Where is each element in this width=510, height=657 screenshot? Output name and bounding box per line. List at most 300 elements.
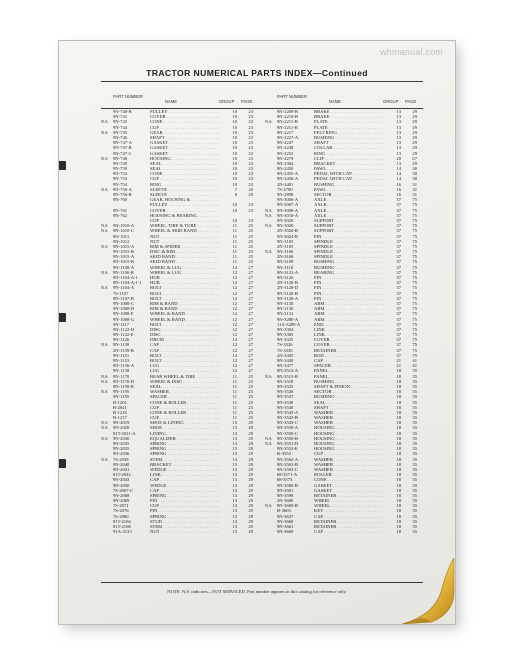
row-page: 29 — [248, 461, 253, 467]
row-name: SEAL . . . — [150, 384, 220, 389]
row-ns-flag: N.S. — [101, 186, 109, 192]
column-headers — [265, 93, 423, 109]
row-page: 29 — [248, 513, 253, 519]
row-part-number: 7S-2080 — [113, 513, 129, 519]
row-name: BEARING . . . — [314, 270, 384, 275]
row-group: 18 — [396, 524, 401, 529]
row-name: NUT . . . — [150, 234, 220, 239]
row-part-number: 9N-3020 — [277, 217, 294, 223]
row-name: GEAR . . . — [150, 130, 220, 135]
row-name: BRACKET . . . — [150, 462, 220, 467]
row-name: ROD . . . — [314, 353, 384, 358]
row-part-number: 7S-2076 — [113, 508, 129, 514]
row-part-number: 11A-3289-A — [277, 321, 301, 327]
row-group: 13 — [232, 498, 237, 504]
row-ns-flag: N.S. — [265, 249, 273, 255]
row-part-number: 9N-3661 — [277, 524, 294, 529]
row-group: 11 — [232, 233, 237, 239]
row-page: 67 — [412, 155, 417, 161]
row-part-number: 9N-3562-A — [277, 456, 299, 462]
row-group: 12 — [232, 321, 237, 327]
row-name: CUP . . . — [150, 125, 220, 130]
row-name: SPRING . . . — [150, 493, 220, 498]
row-group: 10 — [232, 202, 237, 208]
row-name: CONE & ROLLER . . . — [150, 400, 220, 405]
row-part-number: 81T-2104 — [113, 518, 131, 524]
row-group: 12 — [232, 269, 237, 275]
row-page: 29 — [248, 425, 253, 431]
row-page: 75 — [412, 238, 417, 244]
row-page: 25 — [248, 404, 253, 410]
row-group: 13 — [396, 145, 401, 151]
row-name: ARM . . . — [314, 317, 384, 322]
row-part-number: 9N-2248 — [277, 145, 294, 151]
row-name: RETAINER . . . — [314, 493, 384, 498]
row-page: 20 — [248, 186, 253, 192]
row-name: HOUSING . . . — [314, 425, 384, 430]
row-part-number: 9N-746 — [113, 134, 128, 140]
row-name: WASHER . . . — [314, 462, 384, 467]
row-part-number: 9N-1170-D — [113, 378, 135, 384]
row-part-number: 9N-3538 — [277, 399, 294, 405]
page-title: TRACTOR NUMERICAL PARTS INDEX—Continued — [146, 68, 368, 78]
row-page: 35 — [412, 373, 417, 379]
row-page: 27 — [248, 337, 253, 343]
row-page: 35 — [412, 409, 417, 415]
row-page: 29 — [248, 472, 253, 478]
row-name: HOUSING . . . — [314, 431, 384, 436]
row-name: BRAKE . . . — [314, 109, 384, 114]
row-page: 29 — [248, 482, 253, 488]
row-name: SHAFT . . . — [314, 140, 384, 145]
row-page: 29 — [412, 140, 417, 146]
row-group: 18 — [396, 472, 401, 478]
row-part-number: B-2041 — [113, 404, 127, 410]
row-group: 14 — [396, 176, 401, 182]
row-name: BOLT . . . — [150, 353, 220, 358]
row-page: 35 — [412, 518, 417, 524]
row-part-number: 9N-745 — [113, 129, 128, 135]
row-page: 35 — [412, 492, 417, 498]
row-name: LINK . . . — [150, 472, 220, 477]
row-name: CUP . . . — [314, 451, 384, 456]
row-group: 18 — [396, 518, 401, 524]
row-group: 13 — [232, 529, 237, 535]
row-group: 10 — [232, 171, 237, 177]
row-page: 35 — [412, 420, 417, 426]
row-page: 29 — [412, 129, 417, 135]
row-group: 10 — [232, 134, 237, 140]
row-part-number: 9N-1107-B — [113, 295, 134, 301]
row-group: 10 — [232, 145, 237, 151]
row-page: 27 — [248, 264, 253, 270]
row-name: BUSHING . . . — [314, 135, 384, 140]
row-name: WHEEL & BAND . . . — [150, 317, 220, 322]
row-part-number: 2N-3105 — [277, 243, 294, 249]
row-part-number: 9N-3598 — [277, 492, 294, 498]
row-name: RETAINER . . . — [314, 348, 384, 353]
row-page: 29 — [248, 435, 253, 441]
row-group: 18 — [396, 466, 401, 472]
row-page: 23 — [248, 166, 253, 172]
row-name: RETAINER . . . — [314, 524, 384, 529]
row-part-number: 9N-3007-A — [277, 202, 299, 208]
row-part-number: 9N-2898 — [277, 192, 294, 197]
row-name: CAP . . . — [150, 342, 220, 347]
row-ns-flag: N.S. — [101, 155, 109, 161]
row-part-number: 9N-2043 — [113, 477, 130, 483]
row-name: GASKET . . . — [150, 145, 220, 150]
row-name: PLATE . . . — [314, 119, 384, 124]
row-page: 23 — [248, 140, 253, 146]
row-group: 13 — [232, 446, 237, 452]
row-name: BOLT . . . — [150, 322, 220, 327]
row-group: 13 — [396, 140, 401, 146]
row-page: 29 — [412, 145, 417, 151]
row-name: PANEL . . . — [314, 374, 384, 379]
row-page: 75 — [412, 275, 417, 280]
row-name: WHEEL & BAND . . . — [150, 311, 220, 316]
row-part-number: 9N-761 — [113, 207, 128, 213]
row-group: 11 — [232, 383, 237, 389]
row-part-number: 9N-1122-D — [113, 326, 135, 332]
row-name: BUSHING . . . — [314, 394, 384, 399]
row-group: 18 — [396, 503, 401, 509]
row-ns-flag: N.S. — [101, 342, 109, 348]
row-page: 27 — [248, 290, 253, 296]
row-part-number: 2N-3405 — [277, 352, 294, 358]
row-part-number: 9N-3563-B — [277, 461, 298, 467]
row-name: PULLEY . . . — [150, 109, 220, 114]
row-part-number: 7S-3326 — [277, 342, 293, 348]
row-name: PIN . . . — [314, 291, 384, 296]
row-ns-flag: N.S. — [265, 223, 273, 229]
row-part-number: 9N-3024-B — [277, 233, 298, 239]
row-page: 35 — [412, 383, 417, 389]
row-page: 75 — [412, 285, 417, 291]
row-part-number: 9N-1158 — [113, 368, 130, 374]
row-page: 35 — [412, 487, 417, 493]
row-part-number: 9N-3325 — [277, 337, 294, 343]
bottom-rule — [101, 582, 423, 583]
header-page: PAGE — [241, 99, 253, 104]
row-group: 13 — [232, 435, 237, 441]
row-page: 35 — [412, 435, 417, 441]
table-row — [265, 529, 423, 534]
row-page: 29 — [412, 150, 417, 156]
row-part-number: 9N-3305 — [277, 332, 294, 338]
row-name: BOLT . . . — [150, 291, 220, 296]
row-part-number: 9N-2247 — [277, 140, 294, 146]
row-name: HUB . . . — [150, 275, 220, 280]
row-name: SKID BAND . . . — [150, 254, 220, 259]
row-group: 18 — [396, 378, 401, 384]
row-part-number: 9N-748 — [113, 155, 128, 161]
row-name: COVER . . . — [150, 114, 220, 119]
row-name: PIN . . . — [314, 275, 384, 280]
header-part-number: PART NUMBER — [277, 94, 308, 99]
row-part-number: 9N-2030 — [113, 435, 130, 441]
row-group: 18 — [396, 508, 401, 514]
row-ns-flag: N.S. — [101, 378, 109, 384]
row-group: 10 — [232, 166, 237, 172]
row-name: BUSHING . . . — [314, 259, 384, 264]
row-name: REAR WHEEL & TIRE . . . — [150, 374, 220, 379]
row-ns-flag: N.S. — [101, 420, 109, 426]
row-page: 25 — [248, 409, 253, 415]
row-part-number: 81T-2021-A — [113, 430, 136, 436]
row-page: 35 — [412, 430, 417, 436]
row-group: 18 — [396, 446, 401, 452]
row-page: 23 — [248, 155, 253, 161]
row-page: 29 — [248, 529, 253, 535]
row-part-number: 9N-3126 — [277, 275, 294, 280]
row-page: 35 — [412, 394, 417, 400]
row-name: HUB . . . — [150, 280, 220, 285]
row-name: WHEEL & LUG . . . — [150, 265, 220, 270]
row-page: 75 — [412, 254, 417, 260]
row-page: 23 — [248, 171, 253, 177]
row-name: PEDAL WITH CAP . . . — [314, 171, 384, 176]
row-part-number: 9N-760 — [113, 197, 128, 203]
row-page: 75 — [412, 280, 417, 286]
row-part-number: 9N-2068 — [113, 492, 130, 498]
row-name: LINK . . . — [314, 332, 384, 337]
row-group: 18 — [396, 498, 401, 504]
row-name: SPINDLE . . . — [314, 254, 384, 259]
row-part-number: 9N-3106 — [277, 249, 294, 255]
row-page: 75 — [412, 212, 417, 218]
row-part-number: 9N-753 — [113, 176, 128, 182]
row-ns-flag: N.S. — [101, 456, 109, 462]
row-page: 27 — [248, 352, 253, 358]
row-name: SPRING . . . — [150, 441, 220, 446]
row-group: 12 — [232, 295, 237, 301]
binder-hole — [58, 313, 66, 322]
row-part-number: 9N-1015-A — [113, 243, 135, 249]
row-part-number: 2N-3106 — [277, 254, 294, 260]
row-part-number: 9N-3131 — [277, 311, 294, 317]
row-part-number: 9N-1012 — [113, 238, 130, 244]
row-group: 16 — [396, 181, 401, 187]
row-name: WHEEL & DISC . . . — [150, 379, 220, 384]
row-ns-flag: N.S. — [265, 435, 273, 441]
row-group: 37 — [396, 217, 401, 223]
row-page: 29 — [412, 124, 417, 130]
row-name: HOUSING . . . — [314, 446, 384, 451]
row-group: 13 — [232, 518, 237, 524]
row-name: DISC . . . — [150, 332, 220, 337]
row-name: HOUSING . . . — [314, 441, 384, 446]
row-page: 75 — [412, 228, 417, 234]
row-group: 18 — [396, 389, 401, 395]
row-group: 11 — [232, 409, 237, 415]
row-part-number: B-1201 — [113, 399, 127, 405]
row-part-number: 9N-3543-C — [277, 420, 298, 426]
row-group: 13 — [396, 114, 401, 120]
row-group: 12 — [232, 280, 237, 286]
row-name: KEY . . . — [314, 508, 384, 513]
row-name: SKID BAND . . . — [150, 259, 220, 264]
row-group: 18 — [396, 415, 401, 421]
row-page: 35 — [412, 378, 417, 384]
row-name: CUP . . . — [150, 218, 220, 223]
row-part-number: 9N-1190-B — [113, 383, 134, 389]
row-group: 13 — [232, 477, 237, 483]
row-page: 35 — [412, 451, 417, 457]
row-page: 35 — [412, 461, 417, 467]
row-page: 27 — [248, 358, 253, 363]
row-page: 75 — [412, 295, 417, 301]
row-page: 27 — [248, 368, 253, 374]
row-page: 35 — [412, 482, 417, 488]
row-name: COLLAR . . . — [314, 145, 384, 150]
row-name: SUPPORT . . . — [314, 218, 384, 223]
row-part-number: 9N-3130 — [277, 306, 294, 312]
title-rule — [101, 81, 423, 82]
row-name: GASKET . . . — [314, 488, 384, 493]
row-group: 11 — [232, 378, 237, 384]
row-part-number: B-3603 — [277, 508, 291, 514]
row-group: 21 — [396, 358, 401, 363]
row-page: 25 — [248, 383, 253, 389]
row-group: 37 — [396, 326, 401, 332]
row-page: 75 — [412, 217, 417, 223]
row-group: 18 — [396, 404, 401, 410]
row-group: 18 — [396, 383, 401, 389]
row-group: 14 — [396, 171, 401, 177]
row-page: 75 — [412, 269, 417, 275]
row-name: NUT . . . — [150, 529, 220, 534]
row-page: 35 — [412, 399, 417, 405]
row-name: PIN . . . — [314, 296, 384, 301]
row-page: 25 — [248, 415, 253, 421]
row-group: 18 — [396, 477, 401, 483]
row-group: 10 — [232, 109, 237, 114]
row-part-number: 9N-1100-B — [113, 269, 134, 275]
row-group: 13 — [232, 482, 237, 488]
row-page: 25 — [248, 259, 253, 265]
row-group: 13 — [396, 109, 401, 114]
row-part-number: 9N-3550-C — [277, 430, 298, 436]
row-group: 13 — [396, 134, 401, 140]
row-name: WEDGE . . . — [150, 483, 220, 488]
row-page: 20 — [248, 192, 253, 197]
row-name: CUP . . . — [150, 176, 220, 181]
row-name: SPACER . . . — [150, 394, 220, 399]
row-page: 29 — [248, 420, 253, 426]
row-name: PIN . . . — [150, 508, 220, 513]
row-name: PEDAL WITH CAP . . . — [314, 176, 384, 181]
row-part-number: 2N-3128-B — [277, 280, 298, 286]
row-group: 12 — [232, 316, 237, 322]
row-part-number: 9N-2210-B — [277, 114, 298, 120]
row-group: 13 — [232, 430, 237, 436]
row-group: 10 — [232, 181, 237, 187]
row-page: 23 — [248, 114, 253, 120]
row-group: 37 — [396, 316, 401, 322]
row-page: 23 — [248, 145, 253, 151]
row-page: 75 — [412, 347, 417, 353]
row-page: 25 — [248, 223, 253, 229]
row-part-number: 2N-1139-B — [113, 347, 134, 353]
row-name: SEAL . . . — [150, 166, 220, 171]
row-group: 18 — [396, 513, 401, 519]
row-group: 37 — [396, 275, 401, 280]
index-column-left — [101, 93, 259, 534]
row-part-number: 9N-1195 — [113, 389, 130, 395]
row-page: 31 — [412, 181, 417, 187]
row-group: 13 — [232, 441, 237, 446]
row-page: 35 — [412, 446, 417, 452]
row-page: 75 — [412, 306, 417, 312]
row-part-number: 9N-740-B — [113, 109, 132, 114]
row-group: 13 — [232, 492, 237, 498]
row-group: 12 — [232, 332, 237, 338]
row-group: 10 — [232, 217, 237, 223]
row-part-number: 9N-2041 — [113, 466, 130, 472]
row-page: 30 — [412, 166, 417, 172]
row-name: SUPPORT . . . — [314, 223, 384, 228]
row-page: 29 — [248, 477, 253, 483]
row-page: 23 — [248, 129, 253, 135]
row-name: CUP . . . — [150, 415, 220, 420]
row-page: 75 — [412, 223, 417, 229]
row-group: 16 — [396, 192, 401, 197]
row-part-number: 9N-749 — [113, 160, 128, 166]
row-part-number: 81T-2042 — [113, 472, 131, 478]
row-part-number: 9N-2456-A — [277, 176, 299, 182]
row-group: 13 — [232, 456, 237, 462]
row-group: 18 — [396, 399, 401, 405]
row-page: 75 — [412, 233, 417, 239]
row-part-number: B-3553 — [277, 451, 291, 457]
row-page: 35 — [412, 529, 417, 535]
row-group: 37 — [396, 332, 401, 338]
row-group: 11 — [232, 404, 237, 410]
row-group: 12 — [232, 275, 237, 280]
row-name: AXLE . . . — [314, 202, 384, 207]
row-group: 18 — [396, 373, 401, 379]
row-part-number: 9N-741 — [113, 114, 128, 120]
row-group: 12 — [232, 337, 237, 343]
row-page: 29 — [248, 456, 253, 462]
row-group: 18 — [396, 456, 401, 462]
row-page: 29 — [248, 451, 253, 457]
row-part-number: 2N-3600 — [277, 498, 294, 504]
row-name: SPINDLE . . . — [314, 249, 384, 254]
row-group: 37 — [396, 259, 401, 265]
row-part-number: 9N-744 — [113, 124, 128, 130]
row-part-number: 7S-2071 — [113, 503, 129, 509]
row-group: 13 — [232, 487, 237, 493]
row-name: COVER . . . — [314, 342, 384, 347]
row-name: WASHER . . . — [150, 389, 220, 394]
row-part-number: 9N-3130 — [277, 300, 294, 306]
row-group: 10 — [232, 150, 237, 156]
row-part-number: 2N-3128-D — [277, 285, 299, 291]
row-name: CAP . . . — [314, 529, 384, 534]
row-part-number: 7S-2038 — [113, 456, 129, 462]
row-part-number: 9N-3513-A — [277, 368, 299, 374]
row-page: 35 — [412, 466, 417, 472]
row-page: 27 — [248, 363, 253, 369]
row-name: DRUM . . . — [150, 337, 220, 342]
row-group: 13 — [232, 472, 237, 478]
row-name: WASHER . . . — [314, 415, 384, 420]
row-group: 13 — [232, 461, 237, 467]
row-name: HOUSING . . . — [314, 436, 384, 441]
